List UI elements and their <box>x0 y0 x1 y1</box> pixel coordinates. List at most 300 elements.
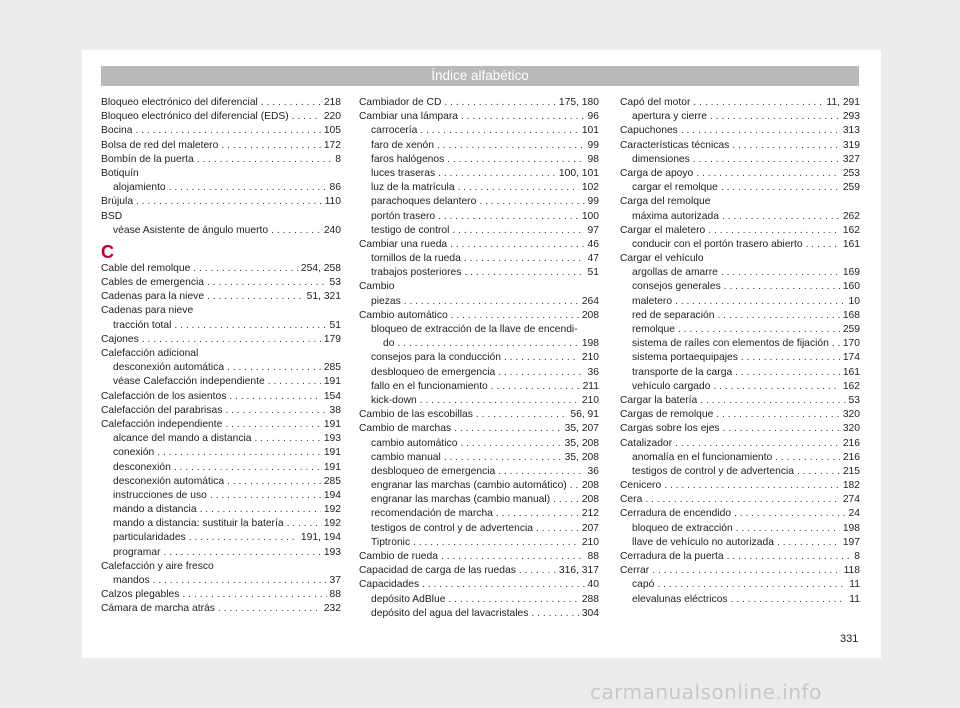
index-page-ref: 218 <box>323 97 341 108</box>
index-entry <box>359 550 599 564</box>
dot-leader <box>675 437 840 451</box>
dot-leader <box>164 546 321 560</box>
index-term: Cerradura de encendido <box>620 508 732 520</box>
index-page-ref: 264 <box>581 295 599 307</box>
index-page-ref: 313 <box>842 125 860 137</box>
index-term: Cables de emergencia <box>101 277 205 289</box>
dot-leader <box>197 153 333 167</box>
dot-leader <box>207 276 327 290</box>
index-term: instrucciones de uso <box>113 489 207 501</box>
index-page-ref: 11 <box>849 593 860 605</box>
index-page-ref: 35, 208 <box>564 437 599 449</box>
index-entry <box>101 404 341 418</box>
index-subentry <box>620 366 860 380</box>
index-term: Cajones <box>101 333 139 345</box>
index-term: vehículo cargado <box>632 380 711 392</box>
dot-leader <box>464 266 584 280</box>
index-subentry <box>359 366 599 380</box>
index-page-ref: 179 <box>323 333 341 345</box>
index-page-ref: 102 <box>581 182 599 194</box>
index-term: elevalunas eléctricos <box>632 593 728 605</box>
dot-leader <box>496 507 579 521</box>
index-page-ref: 38 <box>329 404 341 416</box>
index-page-ref: 191 <box>323 461 341 473</box>
dot-leader <box>229 390 320 404</box>
index-page-ref: 51 <box>329 319 341 331</box>
index-term: Brújula <box>101 196 134 208</box>
index-entry <box>620 507 860 521</box>
index-page-ref: 35, 208 <box>564 451 599 463</box>
index-subentry <box>620 593 860 607</box>
index-page-ref: 175, 180 <box>558 97 599 108</box>
index-entry <box>101 304 341 318</box>
index-page-ref: 215 <box>842 465 860 477</box>
index-subentry <box>101 503 341 517</box>
index-subentry <box>101 574 341 588</box>
index-term: Calefacción adicional <box>101 348 199 359</box>
index-term: Calefacción del parabrisas <box>101 404 223 416</box>
index-term: véase Calefacción independiente <box>113 376 265 388</box>
index-term: fallo en el funcionamiento <box>371 380 488 392</box>
dot-leader <box>451 309 579 323</box>
index-term: Cambio de marchas <box>359 423 452 435</box>
dot-leader <box>447 153 584 167</box>
index-term: remolque <box>632 324 675 335</box>
index-page-ref: 316, 317 <box>558 565 599 577</box>
index-page-ref: 220 <box>323 111 341 123</box>
index-entry <box>101 588 341 602</box>
index-term: desbloqueo de emergencia <box>371 465 496 477</box>
watermark-text: carmanualsonline.info <box>590 680 822 704</box>
index-subentry <box>101 489 341 503</box>
index-term: consejos generales <box>632 281 721 293</box>
index-page-ref: 208 <box>581 480 599 492</box>
index-term: do <box>383 338 395 350</box>
dot-leader <box>174 461 321 475</box>
index-term: luz de la matrícula <box>371 182 455 194</box>
index-subentry <box>620 110 860 124</box>
dot-leader <box>657 578 846 592</box>
index-term: Capacidad de carga de las ruedas <box>359 565 516 577</box>
index-entry <box>101 276 341 290</box>
index-term: faros halógenos <box>371 153 445 165</box>
index-term: transporte de la carga <box>632 366 733 378</box>
dot-leader <box>460 437 561 451</box>
index-term: Cargar el vehículo <box>620 253 704 265</box>
index-entry <box>620 195 860 209</box>
index-term: testigos de control y de advertencia <box>632 465 794 477</box>
dot-leader <box>498 366 584 380</box>
index-term: Cámara de marcha atrás <box>101 603 215 615</box>
index-page-ref: 210 <box>581 352 599 364</box>
index-term: trabajos posteriores <box>371 267 462 279</box>
dot-leader <box>450 238 584 252</box>
index-term: desconexión automática <box>113 475 225 487</box>
index-page-ref: 197 <box>842 536 860 548</box>
index-subentry <box>359 195 599 209</box>
index-term: Cenicero <box>620 480 662 492</box>
dot-leader <box>461 110 585 124</box>
index-page-ref: 216 <box>842 437 860 449</box>
dot-leader <box>444 451 562 465</box>
dot-leader <box>476 408 567 422</box>
index-subentry <box>359 607 599 621</box>
index-page-ref: 240 <box>323 224 341 236</box>
index-page-ref: 191 <box>323 376 341 388</box>
index-column-3 <box>620 96 860 607</box>
dot-leader <box>731 593 847 607</box>
index-term: Cargas sobre los ejes <box>620 423 720 435</box>
index-term: Cerrar <box>620 565 650 577</box>
index-page-ref: 37 <box>329 575 341 586</box>
dot-leader <box>255 432 321 446</box>
index-term: red de separación <box>632 309 715 321</box>
index-subentry <box>620 578 860 592</box>
index-subentry <box>359 536 599 550</box>
index-subentry <box>620 210 860 224</box>
index-page-ref: 262 <box>842 210 860 222</box>
index-entry <box>620 550 860 564</box>
index-term: tornillos de la rueda <box>371 253 461 265</box>
index-term: luces traseras <box>371 167 436 179</box>
index-page-ref: 40 <box>587 579 599 591</box>
index-term: kick-down <box>371 394 417 406</box>
index-page-ref: 208 <box>581 494 599 506</box>
index-subentry <box>620 465 860 479</box>
dot-leader <box>570 479 579 493</box>
dot-leader <box>735 366 840 380</box>
index-entry <box>359 564 599 578</box>
index-page-ref: 191 <box>323 447 341 459</box>
index-column-1 <box>101 96 341 617</box>
index-subentry <box>359 139 599 153</box>
index-page-ref: 304 <box>581 607 599 619</box>
index-page-ref: 207 <box>581 522 599 534</box>
index-page-ref: 53 <box>848 394 860 406</box>
index-page-ref: 35, 207 <box>564 423 599 435</box>
index-term: véase Asistente de ángulo muerto <box>113 224 269 236</box>
index-page-ref: 288 <box>581 593 599 605</box>
dot-leader <box>519 564 556 578</box>
index-term: bloqueo de extracción <box>632 522 733 534</box>
dot-leader <box>225 404 326 418</box>
dot-leader <box>438 210 579 224</box>
index-page-ref: 86 <box>329 182 341 194</box>
index-subentry <box>620 181 860 195</box>
index-term: conexión <box>113 447 155 459</box>
index-page-ref: 8 <box>335 153 341 165</box>
index-entry <box>101 333 341 347</box>
dot-leader <box>491 380 580 394</box>
index-subentry <box>359 394 599 408</box>
index-term: Bombín de la puerta <box>101 153 194 165</box>
index-subentry <box>620 451 860 465</box>
dot-leader <box>452 224 584 238</box>
index-term: particularidades <box>113 532 186 544</box>
dot-leader <box>135 124 320 138</box>
index-page-ref: 24 <box>848 508 860 520</box>
dot-leader <box>645 493 839 507</box>
index-subentry <box>359 295 599 309</box>
index-subentry <box>359 224 599 238</box>
index-subentry <box>620 238 860 252</box>
index-term: Cargar el maletero <box>620 224 706 236</box>
index-term: dimensiones <box>632 153 690 165</box>
index-term: engranar las marchas (cambio automático) <box>371 480 567 492</box>
index-term: desconexión <box>113 461 171 473</box>
index-subentry <box>359 507 599 521</box>
index-page-ref: 46 <box>587 238 599 250</box>
index-subentry <box>620 351 860 365</box>
index-subentry <box>101 361 341 375</box>
index-page-ref: 285 <box>323 475 341 487</box>
index-section-letter: C <box>101 241 114 262</box>
index-term: capó <box>632 579 655 591</box>
index-term: Cargas de remolque <box>620 409 714 421</box>
dot-leader <box>193 262 298 276</box>
dot-leader <box>722 210 840 224</box>
dot-leader <box>708 224 840 238</box>
index-page-ref: 210 <box>581 536 599 548</box>
dot-leader <box>721 181 840 195</box>
index-subentry <box>101 546 341 560</box>
index-term: Calefacción y aire fresco <box>101 560 214 572</box>
dot-leader <box>721 266 840 280</box>
index-page-ref: 161 <box>842 366 860 378</box>
index-entry <box>620 167 860 181</box>
index-page-ref: 193 <box>323 433 341 445</box>
index-term: Cable del remolque <box>101 262 191 274</box>
dot-leader <box>404 295 579 309</box>
dot-leader <box>724 280 840 294</box>
dot-leader <box>464 252 585 266</box>
index-term: testigo de control <box>371 224 450 236</box>
dot-leader <box>221 139 320 153</box>
page-header-title: Índice alfabético <box>101 66 859 86</box>
index-subentry <box>620 380 860 394</box>
dot-leader <box>420 124 578 138</box>
index-term: Calzos plegables <box>101 589 180 601</box>
index-page-ref: 36 <box>587 366 599 378</box>
dot-leader <box>710 110 840 124</box>
index-subentry <box>359 124 599 138</box>
dot-leader <box>727 550 852 564</box>
index-page-ref: 182 <box>842 480 860 492</box>
page-number: 331 <box>840 633 859 645</box>
dot-leader <box>200 503 321 517</box>
dot-leader <box>741 351 840 365</box>
dot-leader <box>454 422 562 436</box>
index-page-ref: 96 <box>587 111 599 123</box>
index-term: Bocina <box>101 125 133 137</box>
dot-leader <box>268 375 321 389</box>
index-term: programar <box>113 546 161 558</box>
index-subentry <box>359 451 599 465</box>
index-page-ref: 194 <box>323 489 341 501</box>
index-term: bloqueo de extracción de la llave de encendi- <box>371 324 578 335</box>
index-term: desbloqueo de emergencia <box>371 366 496 378</box>
dot-leader <box>227 361 321 375</box>
dot-leader <box>189 531 298 545</box>
dot-leader <box>696 167 840 181</box>
dot-leader <box>479 195 584 209</box>
dot-leader <box>174 319 326 333</box>
index-entry <box>620 124 860 138</box>
index-page-ref: 88 <box>587 551 599 562</box>
dot-leader <box>806 238 840 252</box>
dot-leader <box>437 139 585 153</box>
index-page-ref: 191, 194 <box>300 532 341 544</box>
index-entry <box>620 437 860 451</box>
dot-leader <box>553 493 579 507</box>
index-page-ref: 211 <box>582 380 599 392</box>
index-page-ref: 51, 321 <box>306 291 341 303</box>
index-term: Tiptronic <box>371 536 411 548</box>
index-term: Carga de apoyo <box>620 167 694 179</box>
index-entry <box>101 124 341 138</box>
index-term: Bolsa de red del maletero <box>101 139 219 151</box>
index-entry <box>101 290 341 304</box>
index-subentry <box>359 210 599 224</box>
index-page-ref: 293 <box>842 111 860 123</box>
dot-leader <box>157 446 321 460</box>
index-column-2 <box>359 96 599 621</box>
dot-leader <box>797 465 840 479</box>
index-term: llave de vehículo no autorizada <box>632 536 774 548</box>
index-page-ref: 274 <box>842 494 860 506</box>
index-page-ref: 161 <box>842 238 860 250</box>
index-term: cargar el remolque <box>632 182 718 194</box>
index-entry <box>101 96 341 110</box>
dot-leader <box>652 564 840 578</box>
dot-leader <box>261 96 321 110</box>
dot-leader <box>292 110 321 124</box>
index-term: Capó del motor <box>620 97 691 108</box>
index-term: Características técnicas <box>620 139 730 151</box>
index-term: tracción total <box>113 319 172 331</box>
index-page-ref: 100, 101 <box>558 167 599 179</box>
dot-leader <box>732 139 840 153</box>
index-page-ref: 8 <box>854 551 860 562</box>
index-page-ref: 320 <box>842 409 860 421</box>
index-subentry <box>101 461 341 475</box>
index-subentry <box>620 536 860 550</box>
index-subentry <box>359 167 599 181</box>
index-subentry <box>359 153 599 167</box>
index-page-ref: 110 <box>324 196 341 208</box>
dot-leader <box>700 394 845 408</box>
index-page-ref: 56, 91 <box>570 409 599 421</box>
dot-leader <box>664 479 840 493</box>
index-page-ref: 118 <box>843 565 860 577</box>
index-term: faro de xenón <box>371 139 434 151</box>
index-term: mandos <box>113 575 150 586</box>
dot-leader <box>734 507 845 521</box>
index-page-ref: 105 <box>323 125 341 137</box>
index-page-ref: 192 <box>323 504 341 516</box>
index-entry <box>101 418 341 432</box>
index-term: Cambiar una lámpara <box>359 111 459 123</box>
index-term: sistema portaequipajes <box>632 352 738 364</box>
index-page-ref: 198 <box>842 522 860 534</box>
dot-leader <box>182 588 326 602</box>
index-entry <box>101 560 341 574</box>
dot-leader <box>287 517 321 531</box>
dot-leader <box>723 422 840 436</box>
index-page-ref: 254, 258 <box>300 262 341 274</box>
index-page-ref: 191 <box>323 418 341 430</box>
index-term: portón trasero <box>371 210 436 222</box>
index-subentry <box>359 252 599 266</box>
index-page-ref: 162 <box>842 224 860 236</box>
index-term: Cadenas para la nieve <box>101 291 205 303</box>
index-subentry <box>359 337 599 351</box>
index-page-ref: 253 <box>842 167 860 179</box>
index-page-ref: 170 <box>842 338 860 350</box>
index-term: recomendación de marcha <box>371 508 493 520</box>
index-subentry <box>620 522 860 536</box>
index-subentry <box>620 309 860 323</box>
index-entry <box>101 602 341 616</box>
dot-leader <box>777 536 840 550</box>
index-entry <box>620 493 860 507</box>
index-page-ref: 11, 291 <box>826 97 860 108</box>
dot-leader <box>438 167 556 181</box>
index-entry <box>359 96 599 110</box>
index-entry <box>101 110 341 124</box>
index-term: cambio automático <box>371 437 458 449</box>
index-entry <box>620 252 860 266</box>
index-subentry <box>101 319 341 333</box>
index-page-ref: 319 <box>842 139 860 151</box>
dot-leader <box>444 96 555 110</box>
dot-leader <box>225 418 320 432</box>
index-page-ref: 174 <box>842 352 860 364</box>
index-entry <box>101 153 341 167</box>
index-term: Capacidades <box>359 579 420 591</box>
index-term: piezas <box>371 295 401 307</box>
index-term: Cerradura de la puerta <box>620 551 724 562</box>
index-page-ref: 99 <box>587 196 599 208</box>
index-subentry <box>359 380 599 394</box>
index-term: sistema de raíles con elementos de fijación <box>632 338 829 350</box>
index-page-ref: 193 <box>323 546 341 558</box>
dot-leader <box>169 181 327 195</box>
dot-leader <box>448 593 578 607</box>
index-entry <box>359 110 599 124</box>
index-subentry <box>359 266 599 280</box>
index-entry <box>620 408 860 422</box>
index-term: BSD <box>101 210 123 222</box>
index-entry <box>101 195 341 209</box>
index-page-ref: 154 <box>323 390 341 402</box>
dot-leader <box>422 578 584 592</box>
index-subentry <box>101 181 341 195</box>
dot-leader <box>678 323 840 337</box>
index-term: desconexión automática <box>113 362 225 374</box>
index-term: Cadenas para nieve <box>101 305 194 317</box>
index-page-ref: 232 <box>323 603 341 615</box>
index-page-ref: 216 <box>842 451 860 463</box>
index-subentry <box>359 465 599 479</box>
index-term: máxima autorizada <box>632 210 719 222</box>
index-term: Cambio de las escobillas <box>359 409 473 421</box>
index-page-ref: 210 <box>581 394 599 406</box>
dot-leader <box>693 153 840 167</box>
index-page-ref: 259 <box>842 182 860 194</box>
index-term: mando a distancia: sustituir la batería <box>113 518 284 530</box>
dot-leader <box>736 522 840 536</box>
